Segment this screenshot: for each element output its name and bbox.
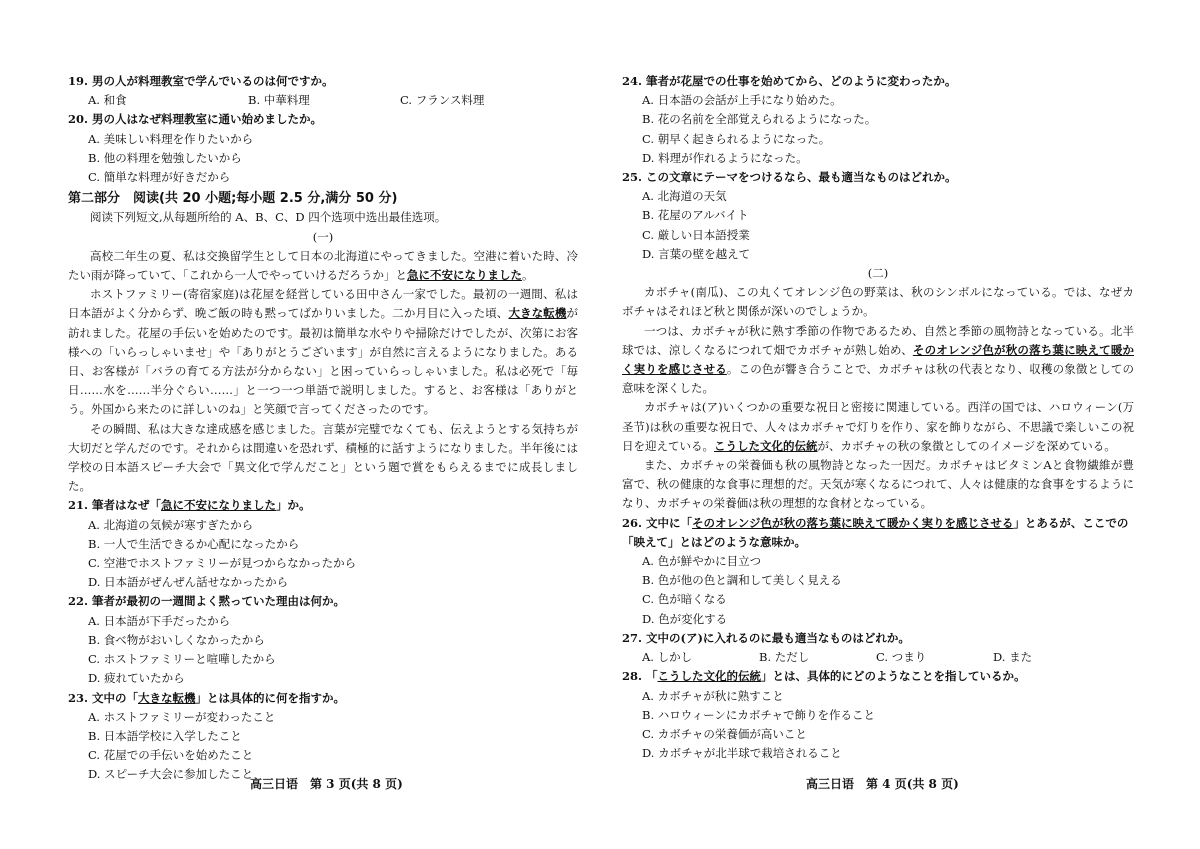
option-a: A. 日本語の会話が上手になり始めた。 <box>642 93 842 108</box>
question-27: 27. 文中の(ア)に入れるのに最も適当なものはどれか。 <box>622 630 910 645</box>
section-heading: 第二部分 阅读(共 20 小题;每小题 2.5 分,满分 50 分) <box>68 191 398 207</box>
option-d: D. 疲れていたから <box>88 671 185 686</box>
option-c: C. つまり <box>876 650 927 665</box>
option-c: C. 空港でホストファミリーが見つからなかったから <box>88 556 357 571</box>
option-d: D. スピーチ大会に参加したこと <box>88 767 254 782</box>
option-d: D. また <box>993 650 1033 665</box>
passage-paragraph: また、カボチャの栄養価も秋の風物詩となった一因だ。カボチャはビタミンAと食物繊維が豊富で、秋の健康的な食事に理想的だ。天気が寒くなるにつれて、人々は健康的な食事をするようになり、カボチャの栄養価は秋の理想的な食材となっている。 <box>622 458 1134 511</box>
question-24: 24. 筆者が花屋での仕事を始めてから、どのように変わったか。 <box>622 74 957 88</box>
passage-title: (二) <box>867 266 889 281</box>
text: 一つは、カボチャが秋に熟す季節の作物であるため、自然と季節の風物詩となっている。北半球では、涼しくなるにつれて畑でカボチャが熟し始め、 <box>622 323 1134 357</box>
underlined-phrase: そのオレンジ色が秋の落ち葉に映えて暖かく実りを感じさせる <box>622 342 1134 377</box>
option-c: C. 朝早く起きられるようになった。 <box>642 131 831 146</box>
option-b: B. 花屋のアルバイト <box>642 208 749 223</box>
passage-paragraph <box>68 247 578 285</box>
left-page-column <box>68 72 578 785</box>
underlined-phrase: 大きな転機 <box>508 306 567 321</box>
option-d: D. 色が変化する <box>642 611 728 626</box>
option-d: D. 日本語がぜんぜん話せなかったから <box>88 575 289 590</box>
instructions: 阅读下列短文,从每题所给的 A、B、C、D 四个选项中选出最佳选项。 <box>90 210 447 225</box>
question-28 <box>622 667 1134 686</box>
question-22: 22. 筆者が最初の一週間よく黙っていた理由は何か。 <box>68 594 346 609</box>
passage-paragraph <box>622 322 1134 399</box>
passage-paragraph <box>622 398 1134 456</box>
text: カボチャは(ア)いくつかの重要な祝日と密接に関連している。西洋の国では、ハロウィーン(万圣节)は秋の重要な祝日で、人々はカボチャで灯りを作り、家を飾りながら、不思議で楽しいこの祝日を迎えている。 <box>622 400 1134 453</box>
question-20: 20. 男の人はなぜ料理教室に通い始めましたか。 <box>68 112 323 127</box>
option-b: B. 日本語学校に入学したこと <box>88 728 242 743</box>
text: 。 <box>522 268 534 283</box>
text: ホストファミリー(寄宿家庭)は花屋を経営している田中さん一家でした。最初の一週間、私は日本語がよく分からず、晩ご飯の時も黙ってばかりいました。二か月目に入った頃、 <box>68 287 578 321</box>
underlined-phrase: 急に不安になりました <box>407 268 523 283</box>
option-d: D. 言葉の壁を越えて <box>642 246 751 261</box>
text: 」か。 <box>276 498 311 513</box>
option-c: C. ホストファミリーと喧嘩したから <box>88 652 276 667</box>
option-d: D. カボチャが北半球で栽培されること <box>642 746 842 761</box>
text: 」とは具体的に何を指すか。 <box>195 690 346 705</box>
option-a: A. 日本語が下手だったから <box>88 613 231 628</box>
option-a: A. 北海道の気候が寒すぎたから <box>88 517 254 532</box>
page-footer-left: 高三日语 第 3 页(共 8 页) <box>250 777 403 791</box>
option-c: C. 厳しい日本語授業 <box>642 227 750 242</box>
underlined-phrase: 急に不安になりました <box>161 498 277 513</box>
option-c: C. 色が暗くなる <box>642 592 727 607</box>
underlined-phrase: こうした文化的伝統 <box>714 438 818 453</box>
question-25: 25. この文章にテーマをつけるなら、最も適当なものはどれか。 <box>622 170 957 185</box>
text: 高校二年生の夏、私は交換留学生として日本の北海道にやってきました。空港に着いた時、冷たい雨が降っていて、「これから一人でやっていけるだろうか」と <box>68 248 578 283</box>
text: 」とは、具体的にどのようなことを指しているか。 <box>761 669 1026 684</box>
passage-paragraph <box>68 285 578 419</box>
option-a: A. カボチャが秋に熟すこと <box>642 688 784 703</box>
question-26 <box>622 514 1134 552</box>
question-23 <box>68 689 578 708</box>
text: 。この色が響き合うことで、カボチャは秋の代表となり、収穫の象徴としての意味を深くした。 <box>622 362 1135 396</box>
question-27-options <box>642 648 1134 667</box>
passage-paragraph: その瞬間、私は大きな達成感を感じました。言葉が完璧でなくても、伝えようとする気持ちが大切だと学んだのです。それからは間違いを恐れず、積極的に話すようになりました。半年後には学校の日本語スピーチ大会で「異文化で学んだこと」という題で賞をもらえるまでに成長しました。 <box>68 421 578 494</box>
option-b: B. ハロウィーンにカボチャで飾りを作ること <box>642 707 875 722</box>
option-c: C. フランス料理 <box>400 93 485 108</box>
option-b: B. ただし <box>759 650 810 665</box>
option-d: D. 料理が作れるようになった。 <box>642 150 808 165</box>
passage-title: (一) <box>312 229 334 244</box>
text: が訪れました。花屋の手伝いを始めたのです。最初は簡単な水やりや掃除だけでしたが、次第にお客様への「いらっしゃいませ」や「ありがとうございます」が自然に言えるようになりました。ある日、お客様が「バラの育てる方法が分からない」と困っていらっしゃいました。私は必死で「毎日……水を……半分ぐらい……」と一つ一つ単語で説明しました。すると、お客様は「ありがとう。外国から来たのに詳しいのね」と笑顔で言ってくださったのです。 <box>68 306 579 417</box>
option-b: B. 食べ物がおいしくなかったから <box>88 632 265 647</box>
option-c: C. 簡単な料理が好きだから <box>88 170 231 185</box>
option-c: C. 花屋での手伝いを始めたこと <box>88 748 254 763</box>
option-a: A. 和食 <box>88 93 127 108</box>
option-a: A. 色が鮮やかに目立つ <box>642 554 762 569</box>
option-a: A. しかし <box>642 650 693 665</box>
text: 26. 文中に「 <box>622 515 693 530</box>
underlined-phrase: こうした文化的伝統 <box>657 669 762 684</box>
underlined-phrase: 大きな転機 <box>138 690 196 705</box>
question-21 <box>68 496 578 515</box>
question-19-options <box>88 91 578 110</box>
option-b: B. 花の名前を全部覚えられるようになった。 <box>642 112 877 127</box>
option-a: A. ホストファミリーが変わったこと <box>88 709 276 724</box>
option-c: C. カボチャの栄養価が高いこと <box>642 726 807 741</box>
text: が、カボチャの秋の象徴としてのイメージを深めている。 <box>817 438 1116 453</box>
option-b: B. 他の料理を勉強したいから <box>88 150 242 165</box>
page-footer-right: 高三日语 第 4 页(共 8 页) <box>806 777 959 791</box>
underlined-phrase: そのオレンジ色が秋の落ち葉に映えて暖かく実りを感じさせる <box>692 515 1014 530</box>
option-b: B. 色が他の色と調和して美しく見える <box>642 573 842 588</box>
option-b: B. 中華料理 <box>248 93 310 108</box>
question-19: 19. 男の人が料理教室で学んでいるのは何ですか。 <box>68 74 334 88</box>
right-page-column <box>622 72 1134 763</box>
option-b: B. 一人で生活できるか心配になったから <box>88 536 300 551</box>
text: 」とあるが、ここでの「映えて」とはどのような意味か。 <box>622 515 1129 549</box>
option-a: A. 北海道の天気 <box>642 189 727 204</box>
text: 21. 筆者はなぜ「 <box>68 498 162 513</box>
option-a: A. 美味しい料理を作りたいから <box>88 131 254 146</box>
passage-paragraph: カボチャ(南瓜)、この丸くてオレンジ色の野菜は、秋のシンボルになっている。では、なぜカボチャはそれほど秋と関係が深いのでしょうか。 <box>622 285 1134 319</box>
text: 23. 文中の「 <box>68 690 139 705</box>
text: 28. 「 <box>622 669 658 684</box>
